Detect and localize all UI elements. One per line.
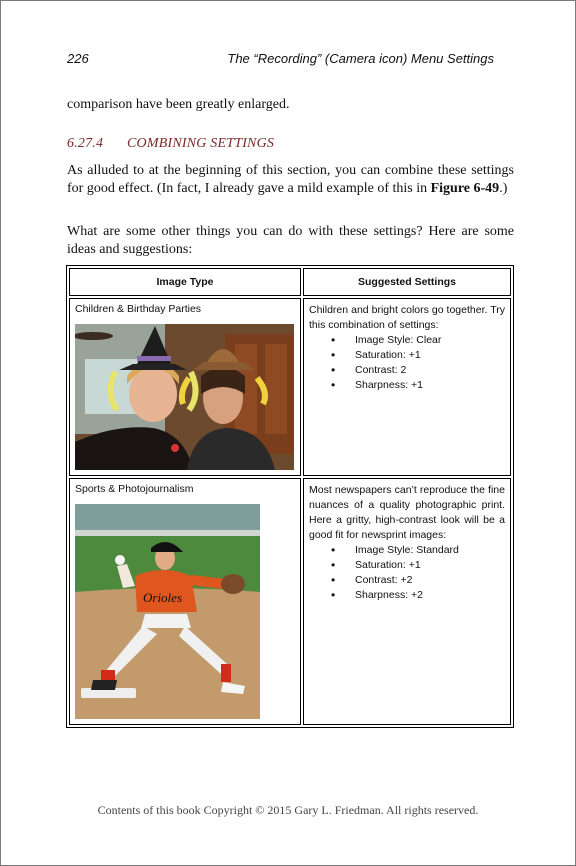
running-header-title: The “Recording” (Camera icon) Menu Settings <box>227 51 494 66</box>
list-item: • Saturation: +1 <box>355 558 505 573</box>
list-item: • Contrast: 2 <box>355 363 505 378</box>
section-title: COMBINING SETTINGS <box>127 136 275 151</box>
list-item: • Image Style: Standard <box>355 543 505 558</box>
column-header-image-type: Image Type <box>69 268 301 296</box>
list-item: • Contrast: +2 <box>355 573 505 588</box>
settings-table <box>66 265 514 728</box>
list-item: • Image Style: Clear <box>355 333 505 348</box>
column-header-suggested-settings: Suggested Settings <box>303 268 511 296</box>
figure-reference: Figure 6-49 <box>430 181 500 196</box>
list-item: • Sharpness: +1 <box>355 378 505 393</box>
copyright-footer: Contents of this book Copyright © 2015 Gary L. Friedman. All rights reserved. <box>97 803 479 817</box>
image-type-cell <box>69 478 301 725</box>
paragraph-intro-end: .) <box>499 181 508 196</box>
table-header-row <box>69 268 511 296</box>
table-row <box>69 478 511 725</box>
row-label: Sports & Photojournalism <box>75 483 194 495</box>
settings-cell <box>303 478 511 725</box>
section-number: 6.27.4 <box>67 136 104 151</box>
page-number: 226 <box>67 51 89 66</box>
settings-intro: Children and bright colors go together. Try this combination of settings: <box>309 304 505 331</box>
birthday-party-photo <box>75 324 295 473</box>
section-heading <box>67 136 274 152</box>
list-item: • Saturation: +1 <box>355 348 505 363</box>
list-item: • Sharpness: +2 <box>355 588 505 603</box>
baseball-pitcher-photo <box>75 504 295 722</box>
settings-cell <box>303 298 511 476</box>
settings-intro: Most newspapers can’t reproduce the fine nuances of a quality photographic print. Here a gritty, high-contrast look will be a good fit for newsprint images: <box>309 484 505 541</box>
row-label: Children & Birthday Parties <box>75 303 202 315</box>
table-row <box>69 298 511 476</box>
continuation-text: comparison have been greatly enlarged. <box>67 97 290 112</box>
image-type-cell <box>69 298 301 476</box>
settings-list <box>309 333 505 393</box>
svg-text:Orioles: Orioles <box>143 590 182 605</box>
paragraph-question: What are some other things you can do with these settings? Here are some ideas and suggestions: <box>67 224 514 257</box>
paragraph-intro-text: As alluded to at the beginning of this section, you can combine these settings for good effect. (In fact, I already gave a mild example of this in <box>67 163 514 196</box>
paragraph-intro <box>67 162 514 198</box>
settings-list <box>309 543 505 603</box>
